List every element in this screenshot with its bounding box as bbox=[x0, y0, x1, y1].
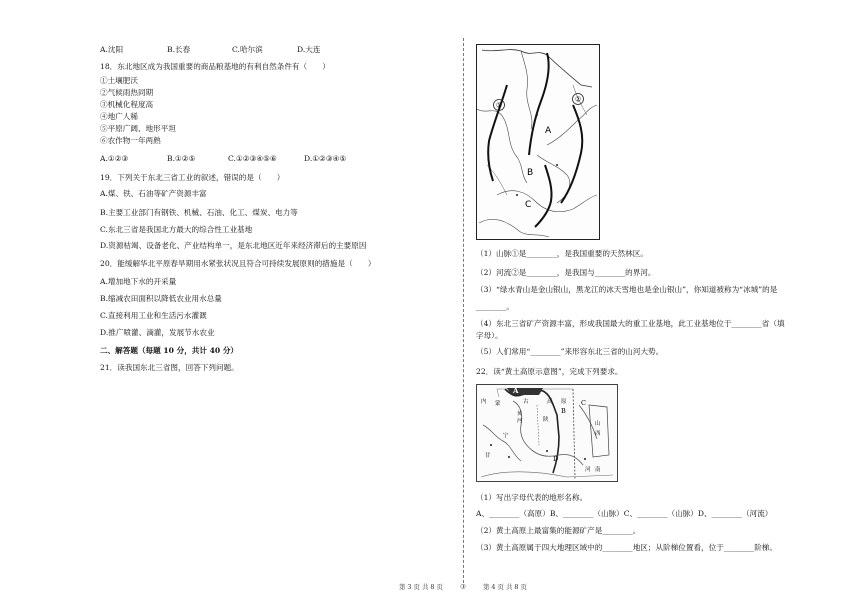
q19-option-b: B.主要工业部门有钢铁、机械、石油、化工、煤炭、电力等 bbox=[100, 208, 298, 217]
label-c: C bbox=[525, 200, 532, 210]
loess-plateau-map bbox=[476, 384, 618, 482]
label-huang: 黄 bbox=[517, 411, 523, 417]
label-he-nan-1: 河 bbox=[585, 467, 591, 473]
footer-page-3: 第 3 页 共 8 页 bbox=[399, 583, 443, 591]
label-gao: 高 bbox=[547, 399, 553, 405]
label-nei: 内 bbox=[481, 399, 487, 405]
label-xi: 西 bbox=[595, 431, 601, 437]
label-b: B bbox=[561, 407, 566, 415]
northeast-china-map bbox=[476, 44, 600, 240]
q17-option-b: B.长春 bbox=[167, 45, 191, 54]
footer-circle: ○ bbox=[460, 582, 466, 590]
label-he: 河 bbox=[517, 418, 523, 424]
q21-sub-1: （1）山脉①是________，是我国重要的天然林区。 bbox=[476, 249, 648, 258]
q22-sub-1-blanks: A、________（高原）B、________（山脉）C、________（山脉）D、________（河流） bbox=[476, 509, 773, 518]
q22-sub-2: （2）黄土高原上最富集的能源矿产是________。 bbox=[476, 526, 641, 535]
q18-option-b: B.①②⑤ bbox=[167, 154, 196, 163]
q18-option-c: C.①②③④⑤⑥ bbox=[228, 154, 277, 163]
q21-sub-3-line-2: ________。 bbox=[476, 302, 514, 311]
label-gan: 甘 bbox=[485, 453, 491, 459]
label-gu: 古 bbox=[523, 399, 529, 405]
q19-option-c: C.东北三省是我国北方最大的综合性工业基地 bbox=[100, 225, 253, 234]
q18-item-3: ③机械化程度高 bbox=[100, 100, 154, 109]
q22-sub-3: （3）黄土高原属于四大地理区域中的________地区；从阶梯位置看，位于________阶梯。 bbox=[476, 543, 777, 552]
q21-sub-4-line-1: （4）东北三省矿产资源丰富，形成我国最大的重工业基地，此工业基地位于________省（填 bbox=[476, 319, 785, 328]
q17-option-c: C.哈尔滨 bbox=[232, 45, 263, 54]
q18-item-1: ①土壤肥沃 bbox=[100, 76, 138, 85]
label-b: B bbox=[527, 168, 534, 178]
q17-option-a: A.沈阳 bbox=[100, 45, 124, 54]
footer-page-4: 第 4 页 共 8 页 bbox=[483, 583, 527, 591]
label-a: A bbox=[513, 386, 519, 395]
q17-option-d: D.大连 bbox=[297, 45, 321, 54]
q18-item-2: ②气候雨热同期 bbox=[100, 88, 154, 97]
label-ning: 宁 bbox=[503, 433, 509, 439]
q18-stem: 18．东北地区成为我国重要的商品粮基地的有利自然条件有（ ） bbox=[100, 62, 330, 71]
q19-stem: 19．下列关于东北三省工业的叙述，错误的是（ ） bbox=[100, 173, 285, 182]
label-yuan: 原 bbox=[561, 399, 567, 405]
q22-sub-1: （1）写出字母代表的地形名称。 bbox=[476, 493, 588, 502]
label-river-2: ② bbox=[574, 95, 582, 104]
q21-stem: 21．读我国东北三省图，回答下列问题。 bbox=[100, 363, 239, 372]
q22-stem: 22．读“黄土高原示意图”，完成下列要求。 bbox=[476, 367, 623, 376]
q21-sub-3-line-1: （3）“绿水青山是金山银山，黑龙江的冰天雪地也是金山银山”，你知道被称为“冰城”的是 bbox=[476, 285, 778, 294]
section-2-title: 二、解答题（每题 10 分，共计 40 分） bbox=[100, 346, 239, 355]
q20-stem: 20．能缓解华北平原春旱期用水紧张状况且符合可持续发展原则的措施是（ ） bbox=[100, 259, 376, 268]
label-a: A bbox=[545, 126, 552, 136]
q20-option-c: C.直接利用工业和生活污水灌溉 bbox=[100, 311, 207, 320]
q20-option-d: D.推广喷灌、滴灌，发展节水农业 bbox=[100, 328, 215, 337]
label-d: D bbox=[553, 455, 559, 463]
q19-option-a: A.煤、铁、石油等矿产资源丰富 bbox=[100, 189, 207, 198]
q20-option-b: B.缩减农田面积以降低农业用水总量 bbox=[100, 294, 222, 303]
q21-sub-2: （2）河流②是________，是我国与________的界河。 bbox=[476, 268, 656, 277]
label-shaan: 陕 bbox=[543, 417, 549, 423]
label-shan: 山 bbox=[595, 421, 601, 427]
label-c: C bbox=[581, 399, 586, 407]
q18-item-4: ④地广人稀 bbox=[100, 112, 138, 121]
label-he-nan-2: 南 bbox=[595, 467, 601, 473]
label-mountain-1: ① bbox=[495, 101, 503, 110]
page-divider bbox=[463, 38, 464, 588]
q20-option-a: A.增加地下水的开采量 bbox=[100, 277, 177, 286]
q21-sub-5: （5）人们常用“________”来形容东北三省的山河大势。 bbox=[476, 347, 664, 356]
q18-item-5: ⑤平原广阔、地形平坦 bbox=[100, 124, 176, 133]
q18-option-a: A.①②③ bbox=[100, 154, 129, 163]
q18-item-6: ⑥农作物一年两熟 bbox=[100, 136, 161, 145]
q19-option-d: D.资源枯竭、设备老化、产业结构单一，是东北地区近年来经济滞后的主要原因 bbox=[100, 241, 367, 250]
q18-option-d: D.①②③④⑤ bbox=[304, 154, 347, 163]
q21-sub-4-line-2: 字母）。 bbox=[476, 331, 503, 340]
label-meng: 蒙 bbox=[495, 401, 501, 407]
